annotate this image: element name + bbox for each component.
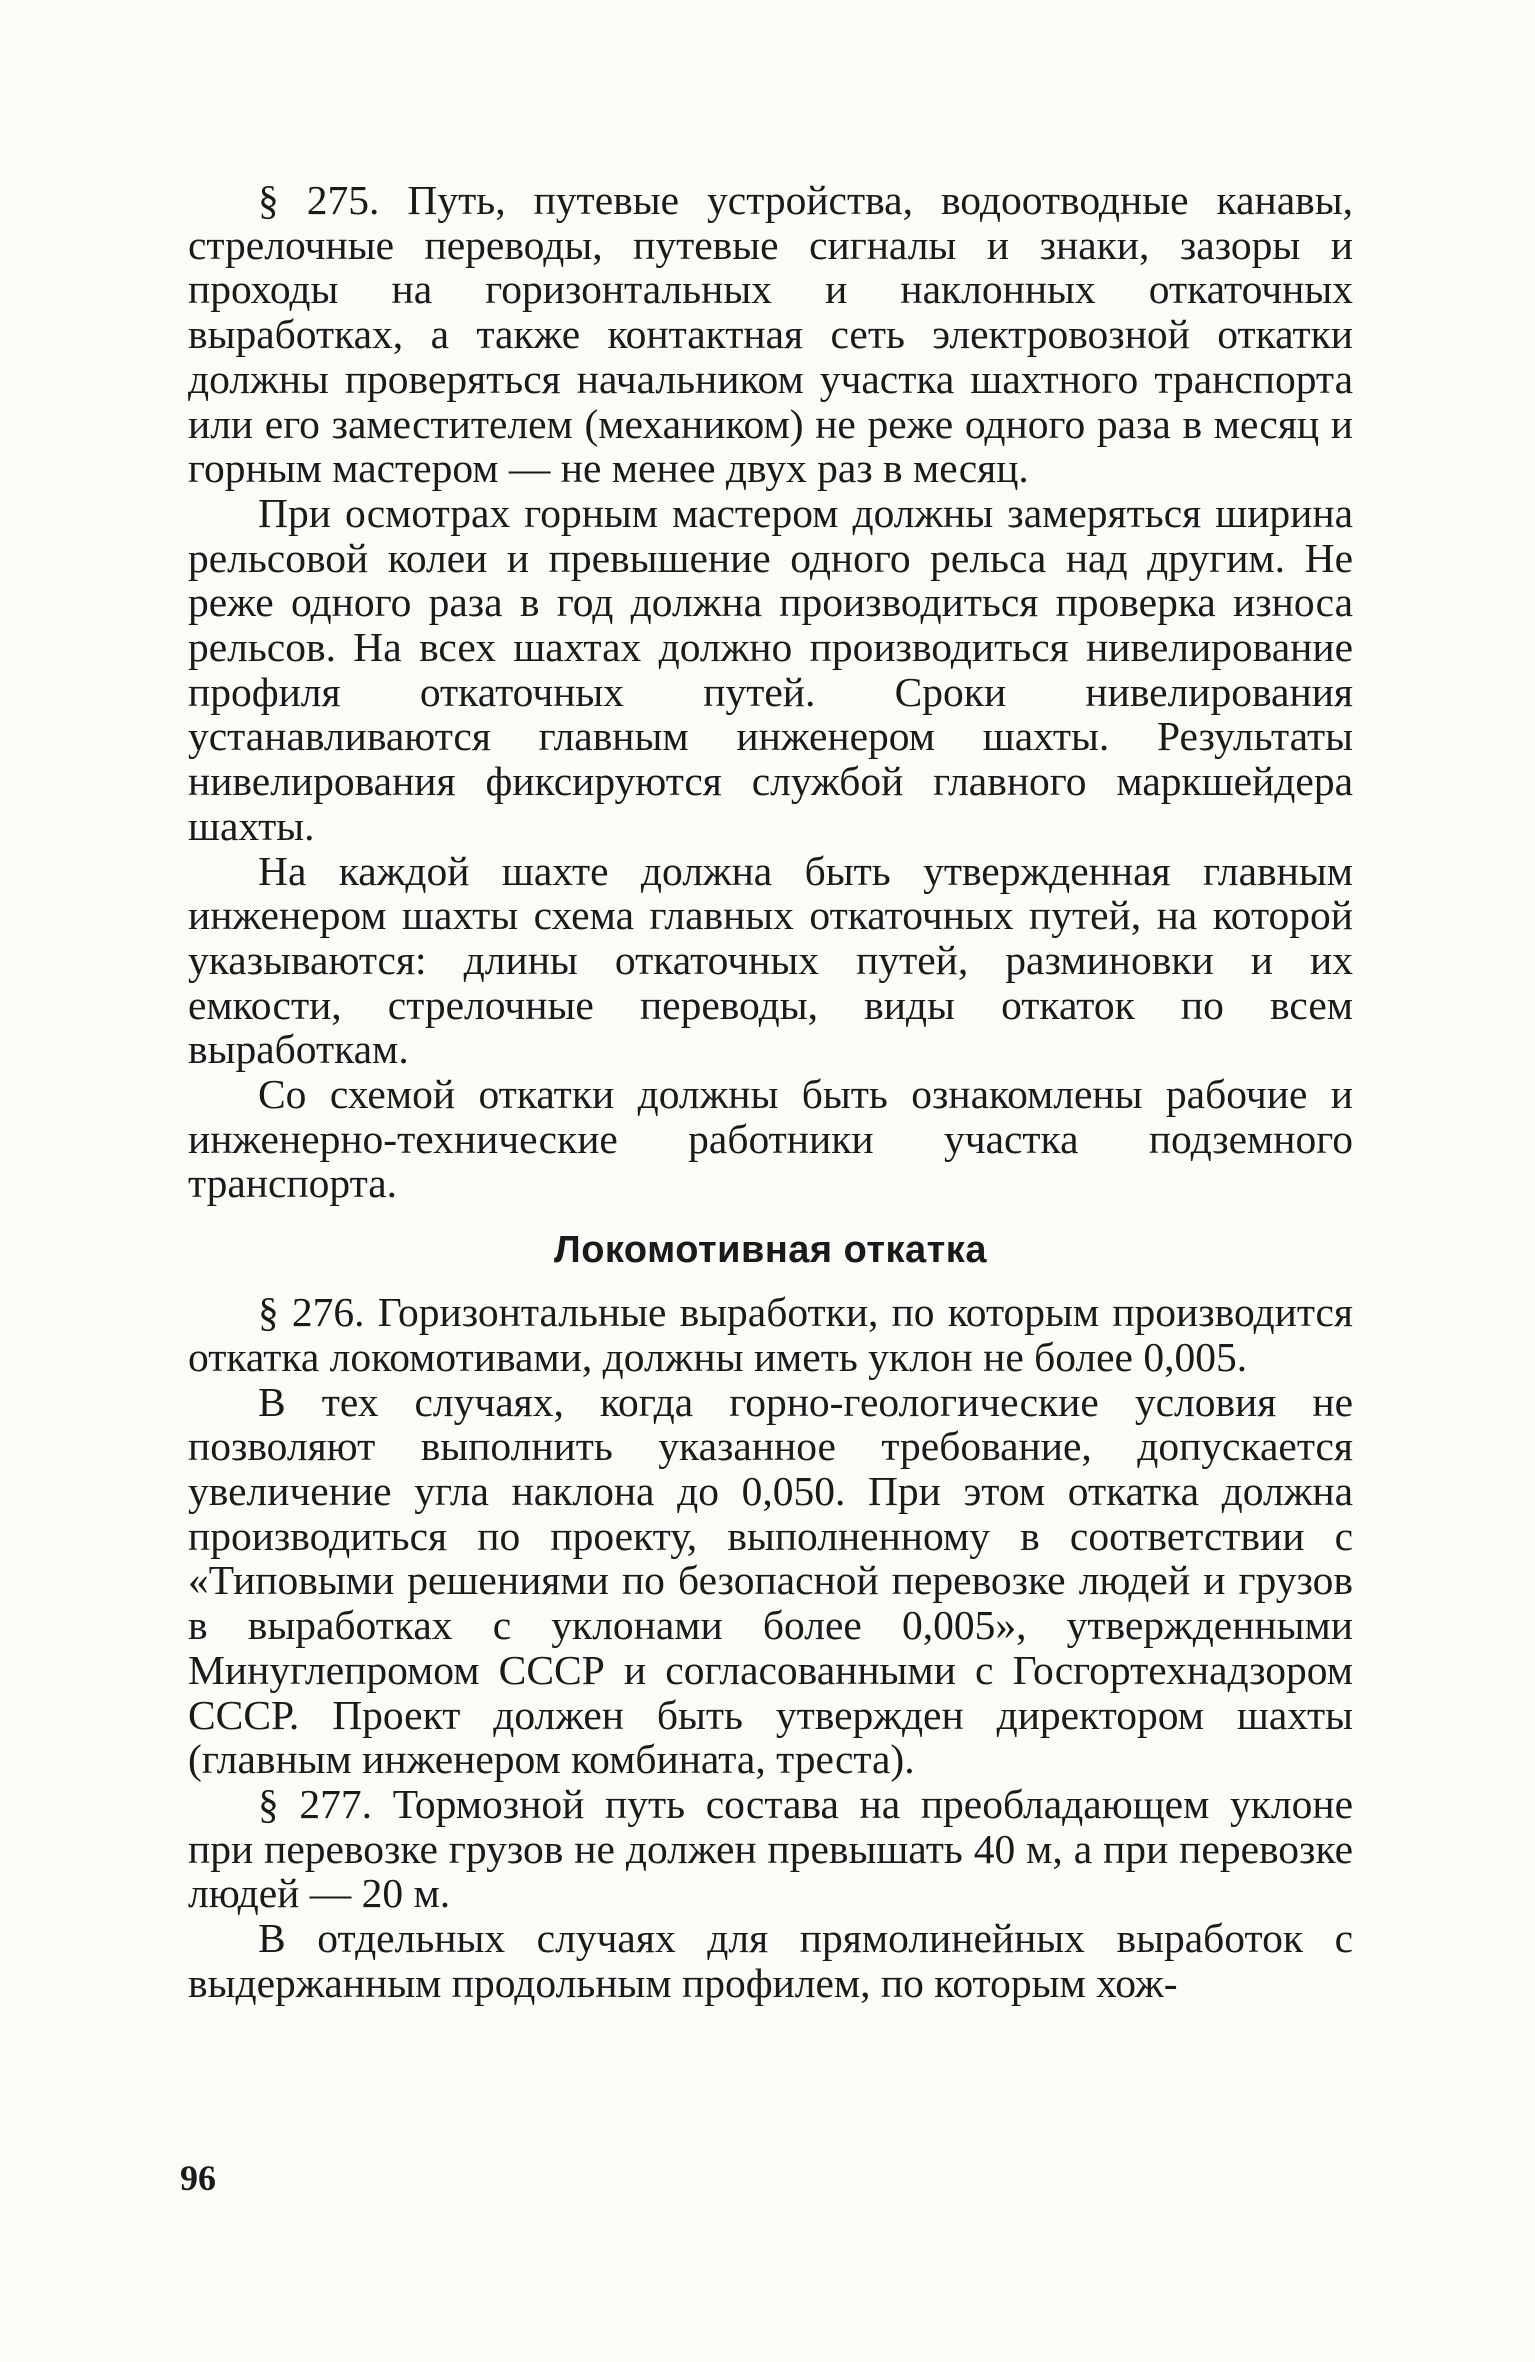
paragraph-277: § 277. Тормозной путь состава на преобладающем уклоне при перевозке грузов не должен превышать 40 м, а при перевозке людей — 20 м. xyxy=(188,1780,1353,1917)
paragraph-275: § 275. Путь, путевые устройства, водоотводные канавы, стрелочные переводы, путевые сигналы и знаки, зазоры и проходы на горизонтальных и наклонных откаточных выработках, а также контактная сеть электровозной откатки должны проверяться начальником участка шахтного транспорта или его заместителем (механиком) не реже одного раза в месяц и горным мастером — не менее двух раз в месяц. xyxy=(188,177,1353,492)
page-number: 96 xyxy=(180,2158,216,2198)
paragraph-scheme: На каждой шахте должна быть утвержденная главным инженером шахты схема главных откаточных путей, на которой указываются: длины откаточных путей, разминовки и их емкости, стрелочные переводы, виды откаток по всем выработкам. xyxy=(188,847,1353,1073)
section-heading: Локомотивная откатка xyxy=(554,1229,987,1272)
paragraph-familiarization: Со схемой откатки должны быть ознакомлены рабочие и инженерно-технические работники участка подземного транспорта. xyxy=(188,1071,1353,1207)
paragraph-exceptions: В тех случаях, когда горно-геологические условия не позволяют выполнить указанное требование, допускается увеличение угла наклона до 0,050. При этом откатка должна производиться по проекту, выполненному в соответствии с «Типовыми решениями по безопасной перевозке людей и грузов в выработках с уклонами более 0,005», утвержденными Минуглепромом СССР и согласованными с Госгортехнадзором СССР. Проект должен быть утвержден директором шахты (главным инженером комбината, треста). xyxy=(188,1378,1353,1783)
paragraph-276: § 276. Горизонтальные выработки, по которым производится откатка локомотивами, должны иметь уклон не более 0,005. xyxy=(188,1289,1353,1380)
paragraph-inspection: При осмотрах горным мастером должны замеряться ширина рельсовой колеи и превышение одного рельса над другим. Не реже одного раза в год должна производиться проверка износа рельсов. На всех шахтах должно производиться нивелирование профиля откаточных путей. Сроки нивелирования устанавливаются главным инженером шахты. Результаты нивелирования фиксируются службой главного маркшейдера шахты. xyxy=(188,489,1353,849)
page-body xyxy=(188,178,1353,2005)
paragraph-special-cases: В отдельных случаях для прямолинейных выработок с выдержанным продольным профилем, по которым хож- xyxy=(188,1915,1353,2006)
